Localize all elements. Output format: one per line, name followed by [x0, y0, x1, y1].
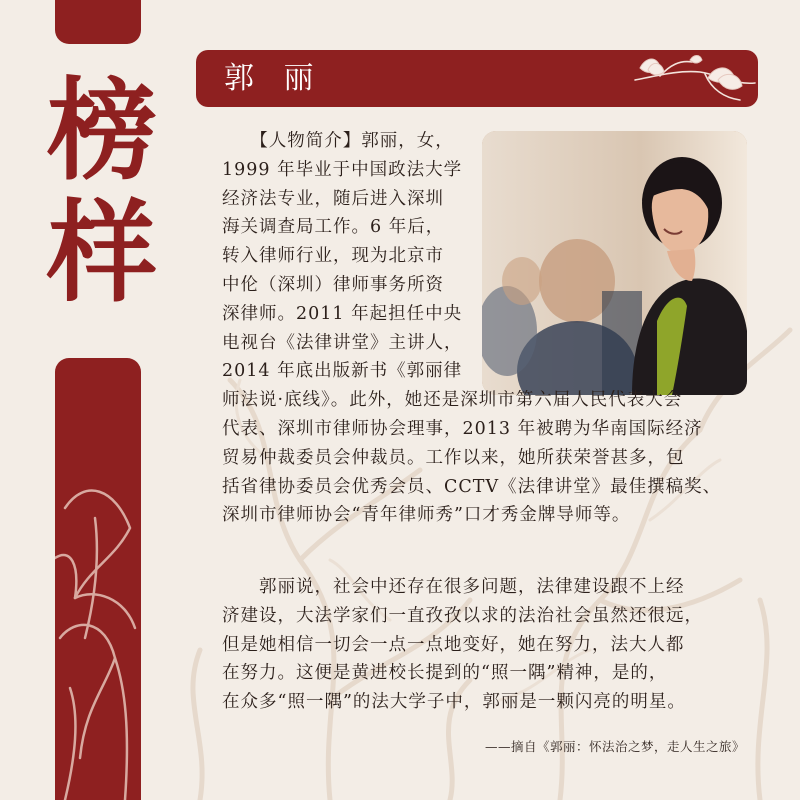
paragraph-line: 代表、深圳市律师协会理事，2013 年被聘为华南国际经济: [222, 418, 703, 439]
paragraph-line: 深律师。2011 年起担任中央: [222, 303, 463, 324]
paragraph-line: 贸易仲裁委员会仲裁员。工作以来，她所获荣誉甚多，包: [222, 447, 685, 468]
paragraph-line: 【人物简介】郭丽，女，: [222, 131, 454, 151]
paragraph-line: 在努力。这便是黄进校长提到的“照一隅”精神，是的，: [222, 663, 668, 684]
paragraph-line: 1999 年毕业于中国政法大学: [222, 159, 463, 180]
paragraph-line: 深圳市律师协会“青年律师秀”口才秀金牌导师等。: [222, 505, 631, 526]
paragraph-line: 转入律师行业，现为北京市: [222, 246, 444, 267]
paragraph-line: 海关调查局工作。6 年后，: [222, 217, 445, 238]
magnolia-flower-icon: [630, 50, 758, 107]
paragraph-line: 师法说·底线》。此外，她还是深圳市第六届人民代表大会: [222, 390, 683, 411]
bar-flower-icon: [55, 358, 141, 800]
side-title-char-1: 榜: [47, 66, 157, 195]
person-name: 郭 丽: [224, 61, 324, 96]
decorative-bar-bottom: [55, 358, 141, 800]
paragraph-line: 中伦（深圳）律师事务所资: [222, 274, 444, 295]
intro-paragraph: [222, 127, 752, 530]
paragraph-line: 在众多“照一隅”的法大学子中，郭丽是一颗闪亮的明星。: [222, 692, 686, 713]
paragraph-line: 济建设，大法学家们一直孜孜以求的法治社会虽然还很远，: [222, 605, 703, 626]
paragraph-line: 电视台《法律讲堂》主讲人，: [222, 332, 463, 353]
decorative-bar-top: [55, 0, 141, 44]
paragraph-line: 但是她相信一切会一点一点地变好，她在努力，法大人都: [222, 634, 685, 655]
paragraph-line: 括省律协委员会优秀会员、CCTV《法律讲堂》最佳撰稿奖、: [222, 476, 722, 497]
paragraph-line: 经济法专业，随后进入深圳: [222, 188, 444, 209]
paragraph-line: 郭丽说，社会中还存在很多问题，法律建设跟不上经: [222, 577, 685, 597]
source-citation: ——摘自《郭丽：怀法治之梦，走人生之旅》: [484, 739, 745, 754]
side-title-char-2: 样: [47, 188, 157, 317]
quote-paragraph: [222, 573, 752, 717]
paragraph-line: 2014 年底出版新书《郭丽律: [222, 361, 463, 382]
side-title: [22, 66, 182, 317]
